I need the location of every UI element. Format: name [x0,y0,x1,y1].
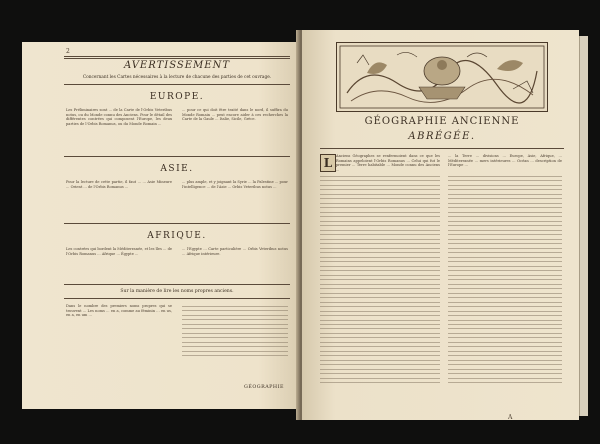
right-page [302,30,579,420]
engraved-vignette [336,42,548,112]
section-heading-afrique: AFRIQUE. [147,231,207,241]
tail-text-left: Dans le nombre des premiers noms propres qui se trouvent ... Les noms ... en a, comme au féminin ... en us, en a, en um ... [66,304,172,318]
afrique-text-right: ... l'Égypte ... Carte particulière ... Orbis Veteribus notus ... Afrique intérieure. [182,247,288,256]
page-edge-slip [579,36,588,416]
section-rule [64,298,290,299]
text-left-lines [320,176,440,387]
section-rule [64,223,290,224]
section-heading-asie: ASIE. [160,164,194,174]
page-signature: A [508,414,513,420]
title-rule [320,148,564,149]
section-rule [64,156,290,157]
vignette-illustration [337,43,547,111]
section-heading-europe: EUROPE. [149,92,205,102]
asie-text-right: ... plus ample, et y joignant la Syrie ... la Palestine ... pour l'intelligence ... de l'Asie ... Orbis Veteribus notus ... [182,180,288,189]
page-subtitle: ABRÉGÉE. [408,131,476,142]
page-number: 2 [66,48,70,55]
avertissement-title: AVERTISSEMENT [123,60,230,71]
tail-text-right-lines [182,306,288,360]
text-left-intro: Anciens Géographes se renfermoient dans ce que les Romains appeloient l'Orbis Romanus ... Celui qui fut le premier ... Terre habitable ... Monde connu des Anciens ... [336,154,440,172]
asie-text-left: Pour la lecture de cette partie, il faut ... ... Asie Mineure ... Orient ... de l'Orbis Romanus ... [66,180,172,189]
afrique-text-left: Les contrées qui bordent la Méditerranée, et les îles ... de l'Orbis Romanus ... Afrique ... Égypte ... [66,247,172,256]
section-rule [64,284,290,285]
europe-text-left: Les Préliminaires sont ... de la Carte de l'Orbis Veteribus notus, ou du Monde connu des Anciens. Pour le détail des différentes contrées qui composent l'Europe, les deux parties de l'Orbis Romanus, ou du Monde Romain ... [66,108,172,126]
catchword: GÉOGRAPHIE [244,385,284,390]
page-title: GÉOGRAPHIE ANCIENNE [364,116,520,127]
section-rule [64,84,290,85]
text-right-intro: ... la Terre ... divisions ... Europe, Asie, Afrique, ... Méditerranée ... mers intérieures ... Océan ... description de l'Europe ... [448,154,562,168]
europe-text-right: ... pour ce qui doit être traité dans le nord, il suffira du Monde Romain ... peut encore aider à ces recherches la Carte de la Gaule ... Italie, Sicile, Grèce. [182,108,288,122]
avertissement-subtitle: Concernant les Cartes nécessaires à la lecture de chacune des parties de cet ouvrage. [82,75,272,80]
top-rule [64,56,290,59]
text-right-lines [448,176,562,387]
drop-cap: L [320,154,336,172]
left-page [22,42,300,409]
tail-heading: Sur la manière de lire les noms propres anciens. [120,289,234,294]
